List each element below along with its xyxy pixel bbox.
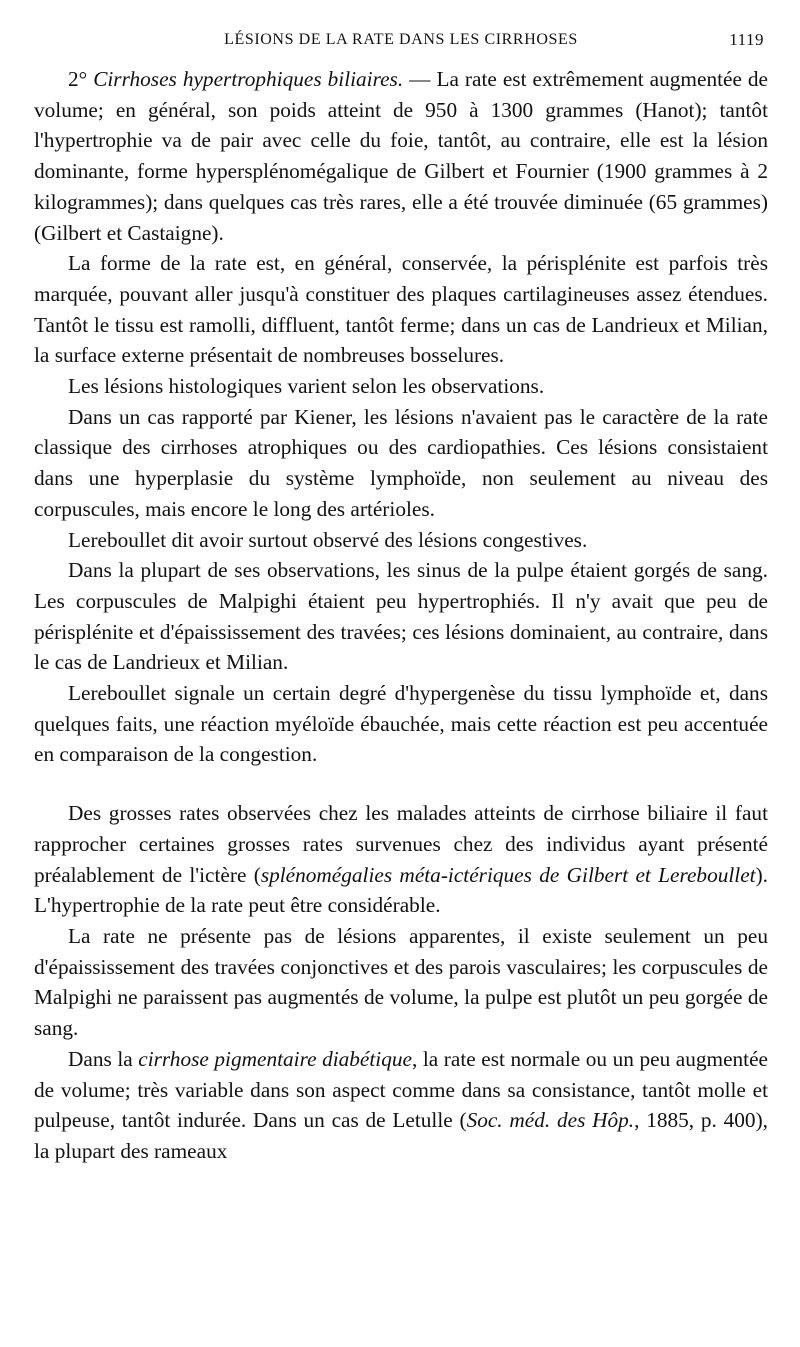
paragraph-text: , 1885, p. 400), la plupart des rameaux xyxy=(34,1108,768,1163)
paragraph-grosses-rates xyxy=(34,798,768,921)
paragraph-cirrhose-pigmentaire xyxy=(34,1044,768,1167)
page-number: 1119 xyxy=(729,30,764,49)
running-title: LÉSIONS DE LA RATE DANS LES CIRRHOSES xyxy=(224,31,578,48)
paragraph-forme-rate: La forme de la rate est, en général, conservée, la périsplénite est parfois très marquée, pouvant aller jusqu'à constituer des plaques cartilagineuses assez étendues. Tantôt le tissu est ramolli, diffluent, tantôt ferme; dans un cas de Landrieux et Milian, la surface externe présentait de nombreuses bosselures. xyxy=(34,251,768,368)
paragraph-sinus-pulpe: Dans la plupart de ses observations, les sinus de la pulpe étaient gorgés de sang. Les corpuscules de Malpighi étaient peu hypertrophiés. Il n'y avait que peu de périsplénite et d'épaississement des travées; ces lésions dominaient, au contraire, dans le cas de Landrieux et Milian. xyxy=(34,558,768,675)
italic-term: cirrhose pigmentaire diabétique xyxy=(138,1046,412,1071)
paragraph-text: , la rate est normale ou un peu augmentée de volume; très variable dans son aspect comme dans sa consistance, tantôt molle et pulpeuse, tantôt indurée. Dans un cas de Letulle ( xyxy=(34,1046,769,1133)
paragraph-text: Des grosses rates observées chez les malades atteints de cirrhose biliaire il faut rapprocher certaines grosses rates survenues chez des individus ayant présenté préalablement de l'ictère ( xyxy=(34,801,768,887)
paragraph-lesions-histologiques: Les lésions histologiques varient selon les observations. xyxy=(68,374,545,399)
paragraph-lesions-apparentes: La rate ne présente pas de lésions apparentes, il existe seulement un peu d'épaississement des travées conjonctives et des parois vasculaires; les corpuscules de Malpighi ne paraissent pas augmentés de volume, la pulpe est plutôt un peu gorgée de sang. xyxy=(34,923,768,1041)
paragraph-text: Dans la xyxy=(68,1046,139,1071)
section-heading: Cirrhoses hypertrophiques biliaires. xyxy=(93,67,404,91)
paragraph-text: ). L'hypertrophie de la rate peut être considérable. xyxy=(34,862,768,918)
running-header xyxy=(34,28,768,58)
paragraph-lereboullet-congestives: Lereboullet dit avoir surtout observé des lésions congestives. xyxy=(68,527,588,552)
paragraph-cirrhoses-biliaires xyxy=(34,64,768,248)
paragraph-hypergenese: Lereboullet signale un certain degré d'hypergenèse du tissu lymphoïde et, dans quelques faits, une réaction myéloïde ébauchée, mais cette réaction est peu accentuée en comparaison de la congestion. xyxy=(34,681,768,767)
body-text xyxy=(34,64,768,1167)
paragraph-text: — La rate est extrêmement augmentée de volume; en général, son poids atteint de 950 à 1300 grammes (Hanot); tantôt l'hypertrophie va de pair avec celle du foie, tantôt, au contraire, elle est la lésion dominante, forme hypersplénomégalique de Gilbert et Fournier (1900 grammes à 2 kilogrammes); dans quelques cas très rares, elle a été trouvée diminuée (65 grammes) (Gilbert et Castaigne). xyxy=(34,67,769,245)
italic-citation: Soc. méd. des Hôp. xyxy=(466,1108,635,1133)
section-number: 2° xyxy=(68,67,88,91)
italic-term: splénomégalies méta-ictériques de Gilbert et Lereboullet xyxy=(260,862,756,887)
paragraph-kiener: Dans un cas rapporté par Kiener, les lésions n'avaient pas le caractère de la rate classique des cirrhoses atrophiques ou des cardiopathies. Ces lésions consistaient dans une hyperplasie du système lymphoïde, non seulement au niveau des corpuscules, mais encore le long des artérioles. xyxy=(34,404,768,521)
